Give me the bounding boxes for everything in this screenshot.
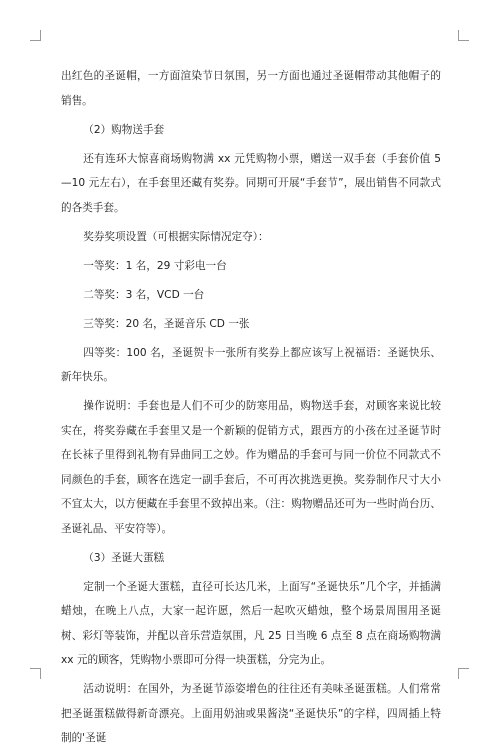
paragraph: 二等奖：3 名，VCD 一台 bbox=[83, 288, 205, 301]
paragraph: 四等奖：100 名，圣诞贺卡一张所有奖券上都应该写上祝福语：圣诞快乐、新年快乐。 bbox=[61, 346, 441, 383]
paragraph: 奖券奖项设置（可根据实际情况定夺）： bbox=[83, 230, 269, 243]
paragraph: 还有连环大惊喜商场购物满 xx 元凭购物小票，赠送一双手套（手套价值 5—10 元左右），在手套里还藏有奖券。同期可开展“手套节”，展出销售不同款式的各类手套。 bbox=[61, 152, 441, 214]
paragraph: 一等奖：1 名，29 寸彩电一台 bbox=[83, 259, 227, 272]
crop-mark-bottom-right bbox=[458, 668, 469, 679]
paragraph: 定制一个圣诞大蛋糕，直径可长达几米，上面写“圣诞快乐”几个字，并插满蜡烛，在晚上八点，大家一起许愿，然后一起吹灭蜡烛，整个场景周围用圣诞树、彩灯等装饰，并配以音乐营造氛围，凡 25 日当晚 6 点至 8 点在商场购物满 xx 元的顾客，凭购物小票即可分得一块蛋糕，分完为止。 bbox=[61, 580, 441, 666]
paragraph: （3）圣诞大蛋糕 bbox=[83, 551, 165, 564]
paragraph: 操作说明：手套也是人们不可少的防寒用品，购物送手套，对顾客来说比较实在，将奖券藏在手套里又是一个新颖的促销方式，跟西方的小孩在过圣诞节时在长袜子里得到礼物有异曲同工之妙。作为赠品的手套可与同一价位不同款式不同颜色的手套，顾客在选定一副手套后，不可再次挑选更换。奖券制作尺寸大小不宜太大，以方便藏在手套里不致掉出来。（注：购物赠品还可为一些时尚台历、圣诞礼品、平安符等）。 bbox=[61, 400, 441, 535]
crop-mark-bottom-left bbox=[30, 668, 41, 679]
paragraph: 出红色的圣诞帽，一方面渲染节日氛围，另一方面也通过圣诞帽带动其他帽子的销售。 bbox=[61, 70, 441, 107]
paragraph: 活动说明：在国外，为圣诞节添姿增色的往往还有美味圣诞蛋糕。人们常常把圣诞蛋糕做得新奇漂亮。上面用奶油或果酱浇“圣诞快乐”的字样，四周插上特制的'圣诞 bbox=[61, 683, 441, 744]
document-body bbox=[61, 64, 441, 751]
paragraph: （2）购物送手套 bbox=[83, 123, 165, 136]
paragraph: 三等奖：20 名，圣诞音乐 CD 一张 bbox=[83, 317, 250, 330]
crop-mark-top-left bbox=[30, 30, 41, 41]
crop-mark-top-right bbox=[458, 30, 469, 41]
